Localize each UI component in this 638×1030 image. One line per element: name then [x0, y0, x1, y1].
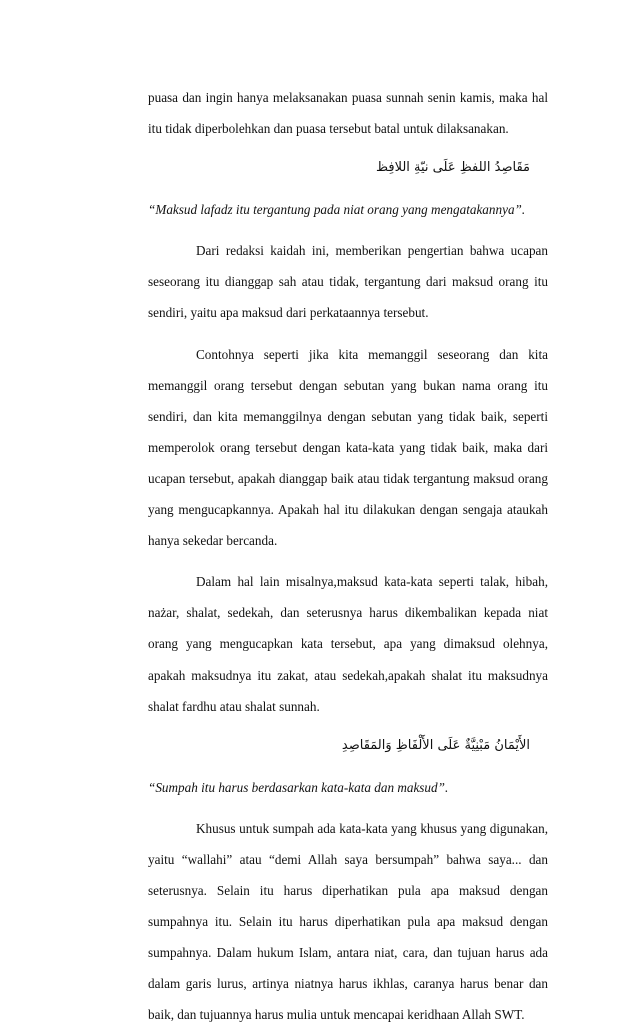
oath-paragraph: Khusus untuk sumpah ada kata-kata yang khusus yang digunakan, yaitu “wallahi” atau “demi Allah saya bersumpah” bahwa saya... dan seterusnya. Selain itu harus diperhatikan pula apa maksud dengan sumpahnya itu. Selain itu harus diperhatikan pula apa maksud dengan sumpahnya. Dalam hukum Islam, antara niat, cara, dan tujuan harus ada dalam garis lurus, artinya niatnya harus ikhlas, caranya harus benar dan baik, dan tujuannya harus mulia untuk mencapai keridhaan Allah SWT. [148, 820, 548, 1023]
maxim-translation-1: “Maksud lafadz itu tergantung pada niat orang yang mengatakannya”. [148, 202, 526, 218]
explanation-paragraph-2: Dalam hal lain misalnya,maksud kata-kata seperti talak, hibah, nażar, shalat, sedekah, dan seterusnya harus dikembalikan kepada niat orang yang mengucapkan kata tersebut, apa yang dimaksud olehnya, apakah maksudnya itu zakat, atau sedekah,apakah shalat itu maksudnya shalat fardhu atau shalat sunnah. [148, 574, 548, 714]
document-page [148, 82, 548, 1030]
arabic-maxim-2: الأَيْمَانُ مَبْنِيَّةٌ عَلَى الأَلْفَاظِ وَالمَقَاصِدِ [341, 737, 530, 753]
maxim-translation-2: “Sumpah itu harus berdasarkan kata-kata dan maksud”. [148, 779, 449, 795]
explanation-paragraph-1: Dari redaksi kaidah ini, memberikan pengertian bahwa ucapan seseorang itu dianggap sah atau tidak, tergantung dari maksud orang itu sendiri, yaitu apa maksud dari perkataannya tersebut. [148, 243, 548, 321]
intro-paragraph: puasa dan ingin hanya melaksanakan puasa sunnah senin kamis, maka hal itu tidak diperbolehkan dan puasa tersebut batal untuk dilaksanakan. [148, 90, 548, 137]
example-paragraph: Contohnya seperti jika kita memanggil seseorang dan kita memanggil orang tersebut dengan sebutan yang bukan nama orang itu sendiri, dan kita memanggilnya dengan sebutan yang tidak baik, seperti memperolok orang tersebut dengan kata-kata yang tidak baik, maka dari ucapan tersebut, apakah dianggap baik atau tidak tergantung maksud orang yang mengucapkannya. Apakah hal itu dilakukan dengan sengaja ataukah hanya sekedar bercanda. [148, 346, 548, 549]
arabic-maxim-1: مَقَاصِدُ اللفظِ عَلَى نيّةِ اللافِظ [376, 160, 530, 176]
